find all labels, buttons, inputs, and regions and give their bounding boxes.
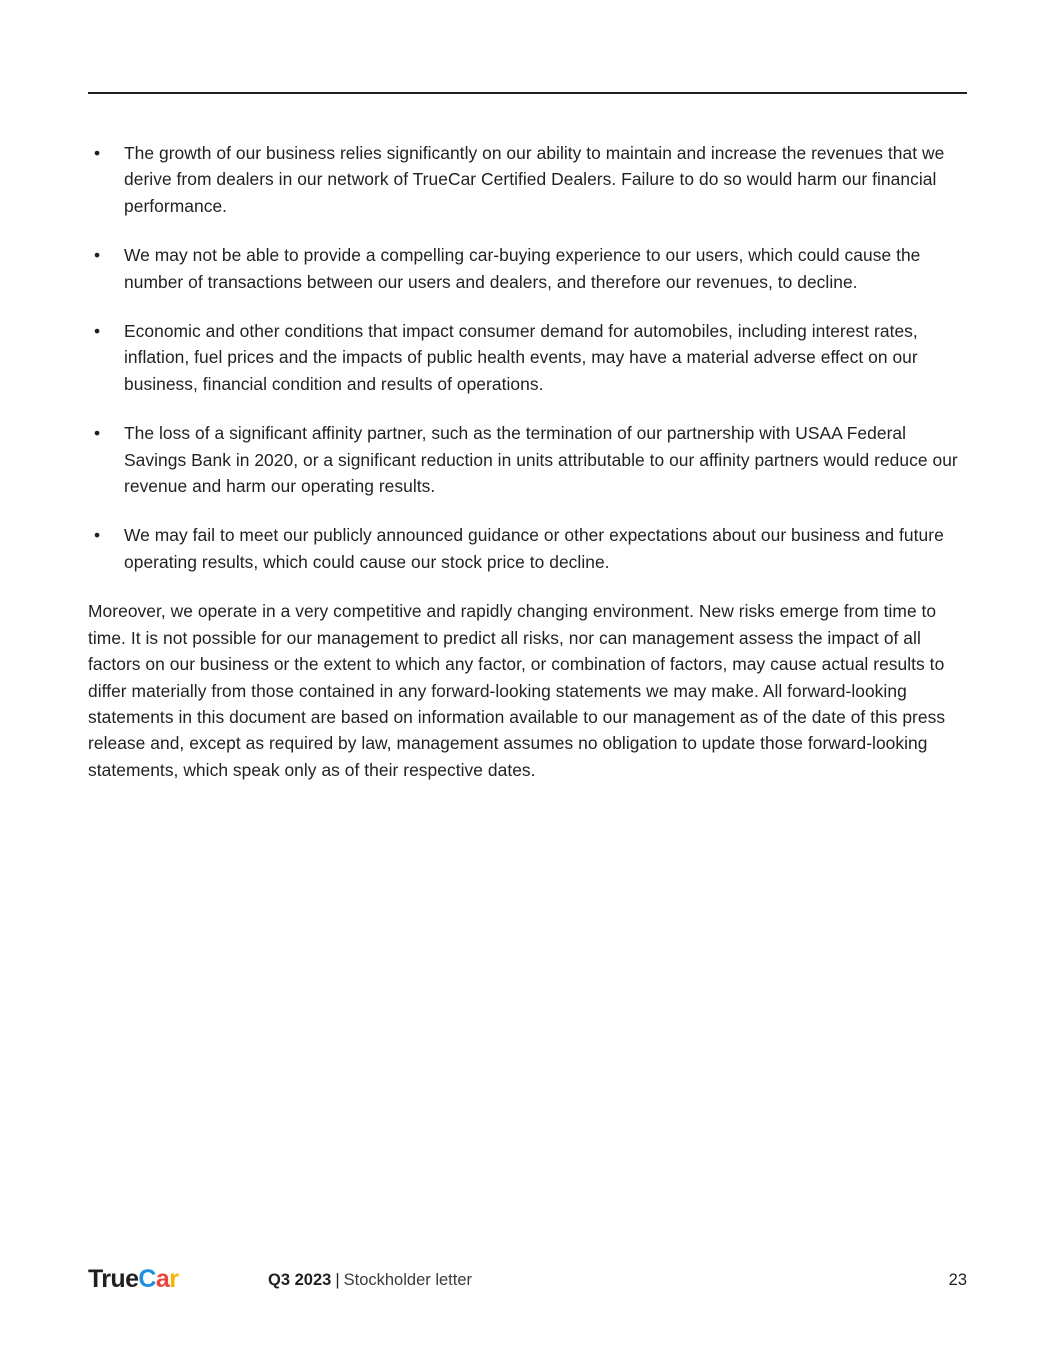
footer-title (268, 1269, 472, 1291)
risk-factor-list (88, 140, 968, 575)
bullet-marker: • (94, 143, 101, 163)
list-item-text: Economic and other conditions that impact consumer demand for automobiles, including interest rates, inflation, fuel prices and the impacts of public health events, may have a material adverse effect on our business, financial condition and results of operations. (124, 321, 918, 394)
list-item (88, 140, 968, 219)
bullet-marker: • (94, 321, 101, 342)
list-item-text: The loss of a significant affinity partner, such as the termination of our partnership with USAA Federal Savings Bank in 2020, or a significant reduction in units attributable to our affinity partners would reduce our revenue and harm our operating results. (124, 423, 958, 497)
page-content (88, 140, 968, 783)
footer-quarter: Q3 2023 (268, 1271, 332, 1289)
closing-paragraph: Moreover, we operate in a very competitive and rapidly changing environment. New risks emerge from time to time. It is not possible for our management to predict all risks, nor can management assess the impact of all factors on our business or the extent to which any factor, or combination of factors, may cause actual results to differ materially from those contained in any forward-looking statements we may make. All forward-looking statements in this document are based on information available to our management as of the date of this press release and, except as required by law, management assumes no obligation to update those forward-looking statements, which speak only as of their respective dates. (88, 601, 946, 780)
page-footer (88, 1265, 967, 1293)
logo-text-true: True (88, 1265, 139, 1293)
bullet-marker: • (94, 245, 101, 266)
header-rule (88, 92, 967, 94)
footer-subtitle: Stockholder letter (343, 1271, 473, 1289)
footer-separator: | (335, 1271, 340, 1289)
logo-text-c: C (138, 1265, 156, 1293)
truecar-logo (88, 1265, 178, 1293)
list-item (88, 318, 968, 397)
logo-text-a: a (155, 1265, 170, 1293)
bullet-marker: • (94, 423, 101, 444)
list-item-text: The growth of our business relies significantly on our ability to maintain and increase the revenues that we derive from dealers in our network of TrueCar Certified Dealers. Failure to do so would harm our financial performance. (124, 143, 945, 216)
list-item-text: We may not be able to provide a compelling car-buying experience to our users, which could cause the number of transactions between our users and dealers, and therefore our revenues, to decline. (124, 245, 921, 292)
logo-text-r: r (169, 1265, 179, 1293)
page-number: 23 (948, 1271, 967, 1289)
list-item (88, 420, 968, 499)
list-item (88, 242, 968, 295)
list-item-text: We may fail to meet our publicly announced guidance or other expectations about our business and future operating results, which could cause our stock price to decline. (124, 525, 944, 572)
bullet-marker: • (94, 525, 101, 546)
list-item (88, 522, 968, 575)
